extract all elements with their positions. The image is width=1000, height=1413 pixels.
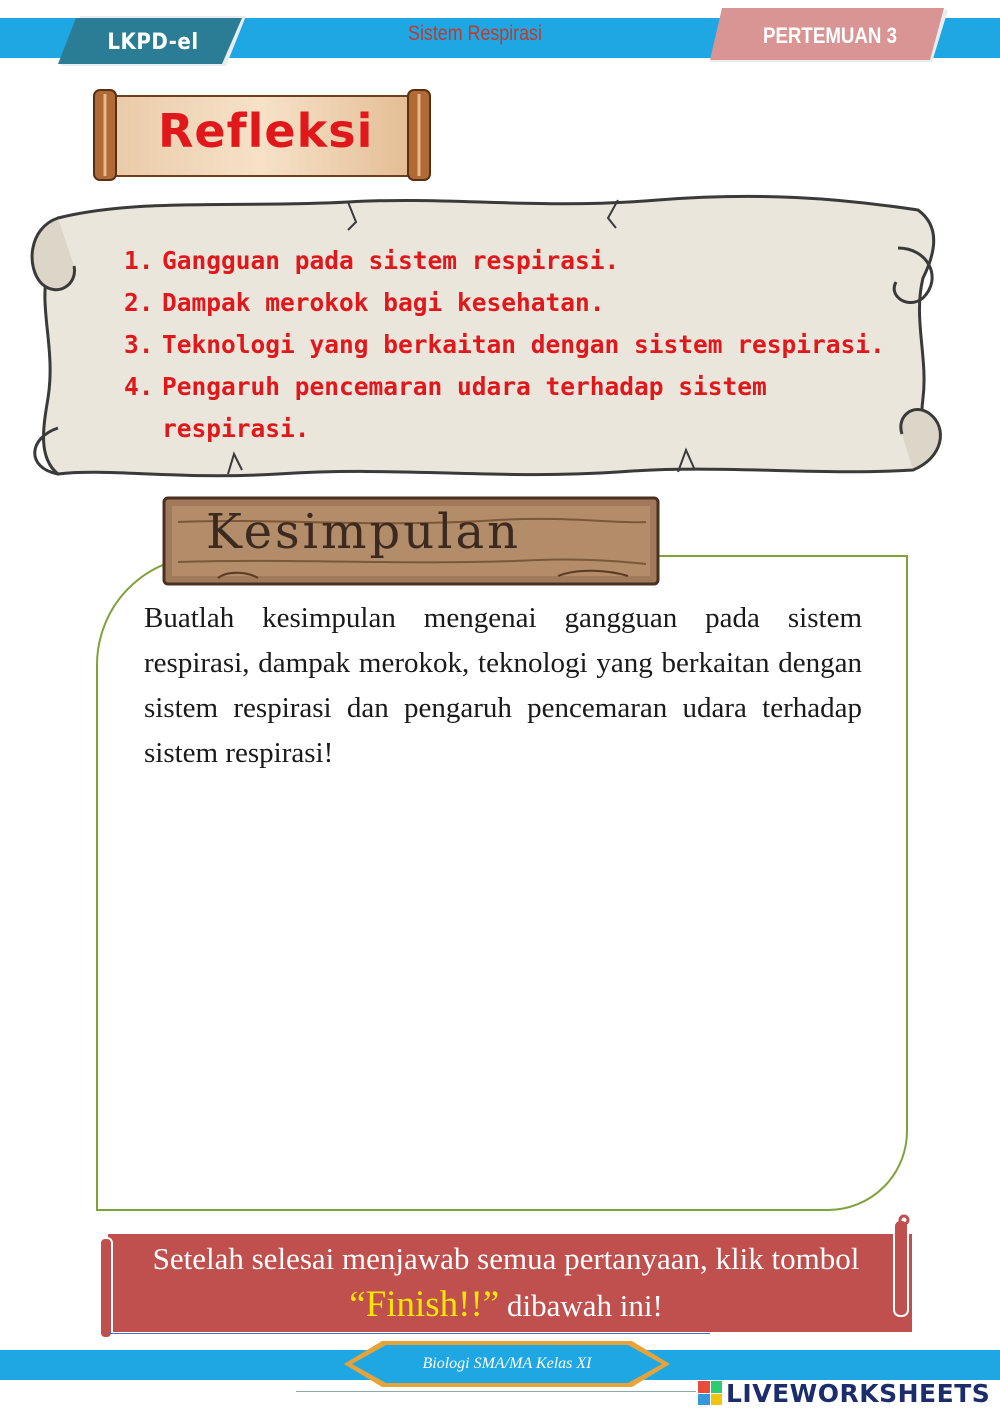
- finish-line-2-rest: dibawah ini!: [499, 1288, 663, 1323]
- divider: [296, 1391, 696, 1392]
- footer-badge: [342, 1339, 672, 1389]
- item-text: Pengaruh pencemaran udara terhadap sistem respirasi.: [162, 372, 767, 443]
- list-item: [124, 324, 904, 366]
- footer-badge-label: Biologi SMA/MA Kelas XI: [422, 1355, 592, 1372]
- liveworksheets-wordmark: LIVEWORKSHEETS: [726, 1378, 991, 1408]
- refleksi-scroll: [92, 88, 432, 182]
- lkpd-label-tab: [58, 14, 248, 68]
- meeting-label: PERTEMUAN 3: [762, 23, 898, 48]
- item-number: 4.: [124, 372, 154, 401]
- refleksi-list: [124, 240, 904, 450]
- item-number: 3.: [124, 330, 154, 359]
- refleksi-title: Refleksi: [158, 104, 374, 158]
- finish-word: “Finish!!”: [349, 1284, 500, 1325]
- finish-line-1: Setelah selesai menjawab semua pertanyaan, klik tombol: [152, 1241, 860, 1276]
- lkpd-label: LKPD-el: [107, 30, 199, 55]
- item-text: Gangguan pada sistem respirasi.: [162, 246, 620, 275]
- list-item: [124, 240, 904, 282]
- item-number: 1.: [124, 246, 154, 275]
- topic-title: Sistem Respirasi: [408, 22, 542, 45]
- liveworksheets-logo[interactable]: [698, 1378, 990, 1408]
- item-text: Dampak merokok bagi kesehatan.: [162, 288, 605, 317]
- finish-instruction: [112, 1236, 900, 1329]
- divider: [108, 1333, 710, 1334]
- meeting-tab: [710, 8, 950, 64]
- liveworksheets-icon: [698, 1381, 722, 1405]
- item-number: 2.: [124, 288, 154, 317]
- item-text: Teknologi yang berkaitan dengan sistem respirasi.: [162, 330, 885, 359]
- kesimpulan-board: [158, 492, 664, 592]
- kesimpulan-instruction: Buatlah kesimpulan mengenai gangguan pada sistem respirasi, dampak merokok, teknologi yang berkaitan dengan sistem respirasi dan pengaruh pencemaran udara terhadap sistem respirasi!: [144, 602, 862, 769]
- kesimpulan-title: Kesimpulan: [206, 504, 521, 560]
- finish-line-2: [112, 1282, 900, 1329]
- list-item: [124, 366, 904, 450]
- list-item: [124, 282, 904, 324]
